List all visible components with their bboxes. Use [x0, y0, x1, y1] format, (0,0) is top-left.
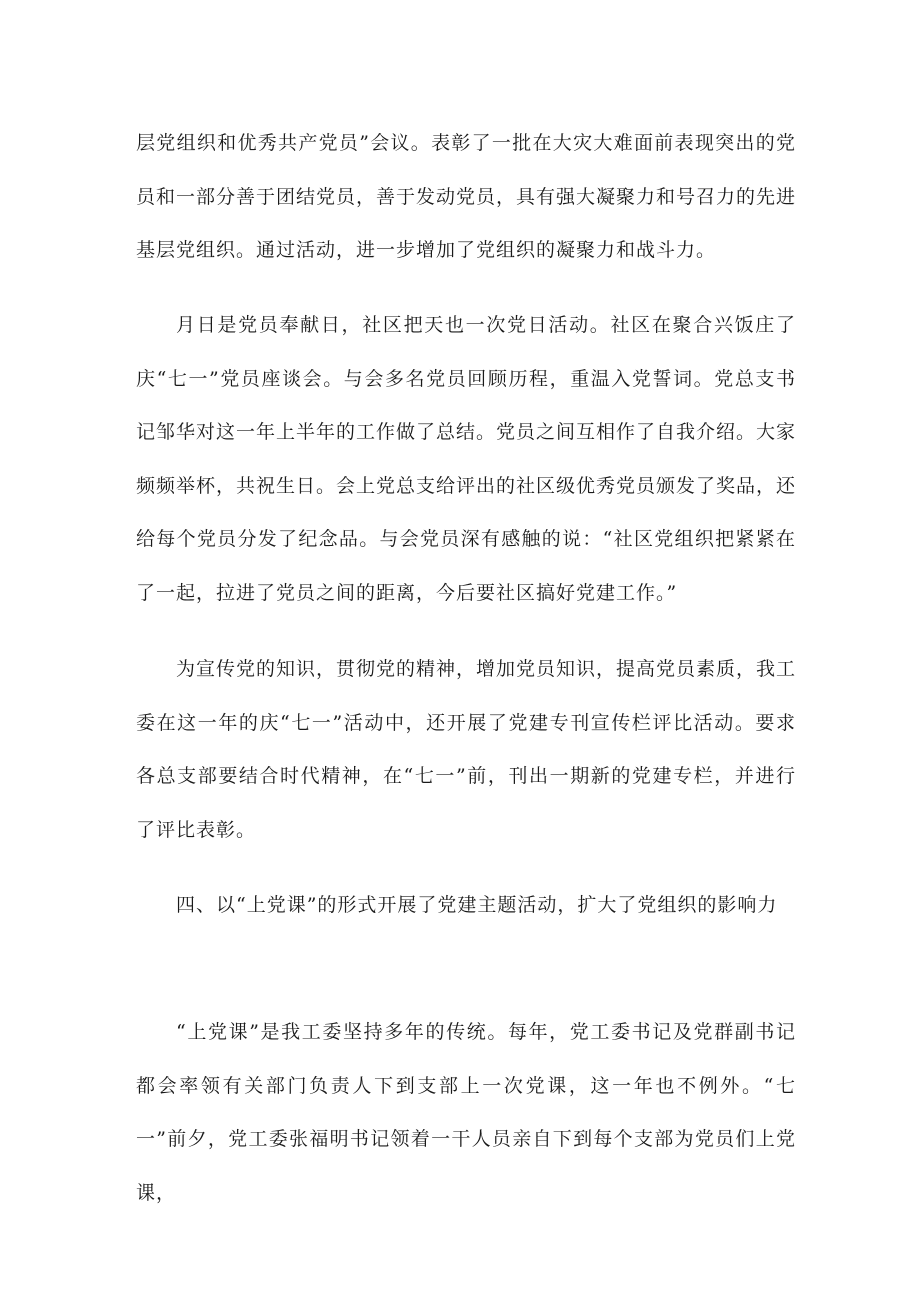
paragraph-publicity-board: 为宣传党的知识，贯彻党的精神，增加党员知识，提高党员素质，我工委在这一年的庆“七一”活动中，还开展了党建专刊宣传栏评比活动。要求各总支部要结合时代精神，在“七一”前，刊出一期新的党建专栏，并进行了评比表彰。	[136, 658, 797, 841]
paragraph-continuation: 层党组织和优秀共产党员”会议。表彰了一批在大灾大难面前表现突出的党员和一部分善于团结党员，善于发动党员，具有强大凝聚力和号召力的先进基层党组织。通过活动，进一步增加了党组织的凝聚力和战斗力。	[136, 132, 797, 261]
paragraph-party-lesson: “上党课”是我工委坚持多年的传统。每年，党工委书记及党群副书记都会率领有关部门负责人下到支部上一次党课，这一年也不例外。“七一”前夕，党工委张福明书记领着一干人员亲自下到每个支部为党员们上党课，	[136, 1021, 796, 1204]
paragraph-party-day: 月日是党员奉献日，社区把天也一次党日活动。社区在聚合兴饭庄了庆“七一”党员座谈会。与会多名党员回顾历程，重温入党誓词。党总支书记邹华对这一年上半年的工作做了总结。党员之间互相作了自我介绍。大家频频举杯，共祝生日。会上党总支给评出的社区级优秀党员颁发了奖品，还给每个党员分发了纪念品。与会党员深有感触的说：“社区党组织把紧紧在了一起，拉进了党员之间的距离，今后要社区搞好党建工作。”	[136, 314, 797, 604]
section-heading-party-lesson: 四、以“上党课”的形式开展了党建主题活动，扩大了党组织的影响力	[176, 894, 778, 916]
